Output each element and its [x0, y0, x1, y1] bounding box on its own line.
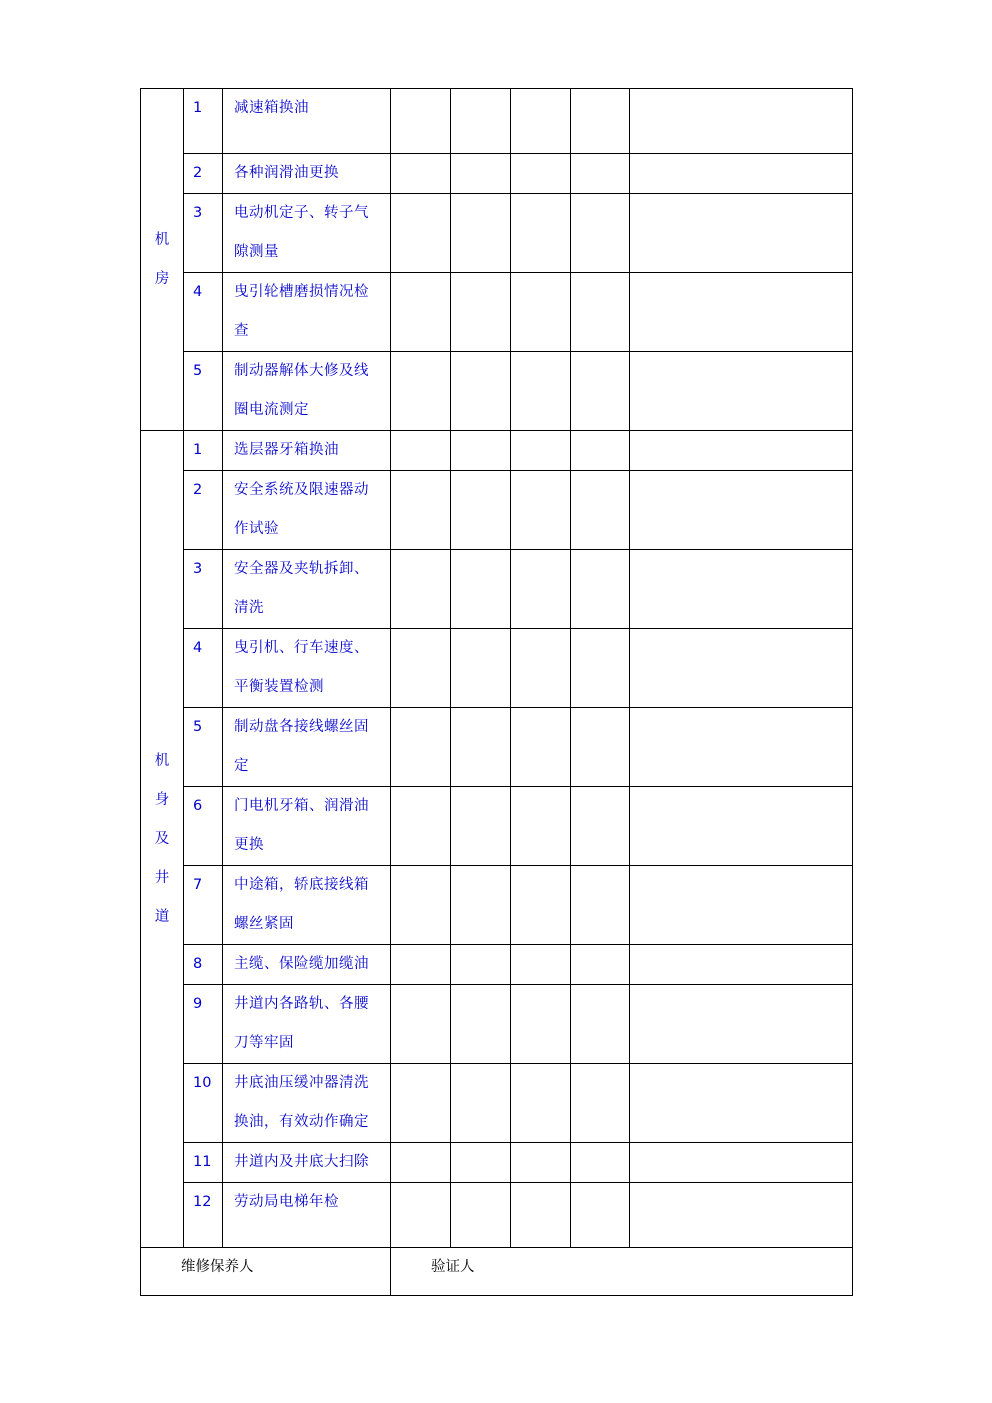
section-label — [141, 89, 184, 431]
blank-entry-cell[interactable] — [451, 1064, 511, 1143]
blank-entry-cell[interactable] — [451, 1143, 511, 1183]
blank-entry-cell[interactable] — [511, 273, 571, 352]
blank-entry-cell[interactable] — [451, 629, 511, 708]
blank-entry-cell[interactable] — [630, 550, 853, 629]
item-description: 井道内及井底大扫除 — [223, 1143, 391, 1183]
blank-entry-cell[interactable] — [630, 471, 853, 550]
blank-entry-cell[interactable] — [511, 431, 571, 471]
blank-entry-cell[interactable] — [391, 194, 451, 273]
blank-entry-cell[interactable] — [630, 1183, 853, 1248]
blank-entry-cell[interactable] — [511, 945, 571, 985]
item-description: 制动器解体大修及线圈电流测定 — [223, 352, 391, 431]
blank-entry-cell[interactable] — [511, 154, 571, 194]
item-description: 曳引轮槽磨损情况检查 — [223, 273, 391, 352]
table-row — [141, 708, 853, 787]
blank-entry-cell[interactable] — [630, 787, 853, 866]
blank-entry-cell[interactable] — [630, 89, 853, 154]
blank-entry-cell[interactable] — [511, 1143, 571, 1183]
table-row — [141, 431, 853, 471]
blank-entry-cell[interactable] — [630, 945, 853, 985]
table-body — [141, 89, 853, 1296]
blank-entry-cell[interactable] — [391, 1183, 451, 1248]
blank-entry-cell[interactable] — [571, 89, 630, 154]
blank-entry-cell[interactable] — [630, 629, 853, 708]
table-row — [141, 945, 853, 985]
section-label-text: 机身及井道 — [154, 752, 170, 925]
blank-entry-cell[interactable] — [391, 945, 451, 985]
table-row — [141, 352, 853, 431]
blank-entry-cell[interactable] — [391, 550, 451, 629]
blank-entry-cell[interactable] — [451, 787, 511, 866]
item-number: 6 — [184, 787, 223, 866]
blank-entry-cell[interactable] — [391, 471, 451, 550]
blank-entry-cell[interactable] — [391, 866, 451, 945]
blank-entry-cell[interactable] — [630, 1064, 853, 1143]
table-row — [141, 787, 853, 866]
table-row — [141, 1183, 853, 1248]
blank-entry-cell[interactable] — [451, 352, 511, 431]
item-number: 9 — [184, 985, 223, 1064]
table-row — [141, 154, 853, 194]
table-row — [141, 1143, 853, 1183]
blank-entry-cell[interactable] — [630, 708, 853, 787]
blank-entry-cell[interactable] — [451, 708, 511, 787]
blank-entry-cell[interactable] — [630, 866, 853, 945]
blank-entry-cell[interactable] — [511, 550, 571, 629]
blank-entry-cell[interactable] — [630, 1143, 853, 1183]
item-description: 劳动局电梯年检 — [223, 1183, 391, 1248]
blank-entry-cell[interactable] — [391, 1064, 451, 1143]
blank-entry-cell[interactable] — [451, 89, 511, 154]
maintainer-label: 维修保养人 — [181, 1259, 254, 1275]
blank-entry-cell[interactable] — [451, 471, 511, 550]
blank-entry-cell[interactable] — [511, 629, 571, 708]
blank-entry-cell[interactable] — [571, 273, 630, 352]
table-row — [141, 550, 853, 629]
blank-entry-cell[interactable] — [571, 550, 630, 629]
blank-entry-cell[interactable] — [451, 866, 511, 945]
blank-entry-cell[interactable] — [511, 471, 571, 550]
blank-entry-cell[interactable] — [571, 985, 630, 1064]
blank-entry-cell[interactable] — [391, 154, 451, 194]
blank-entry-cell[interactable] — [451, 985, 511, 1064]
table-row — [141, 89, 853, 154]
blank-entry-cell[interactable] — [391, 89, 451, 154]
blank-entry-cell[interactable] — [571, 352, 630, 431]
maintenance-table — [140, 88, 853, 1296]
verifier-signature-cell[interactable] — [391, 1248, 853, 1296]
table-row — [141, 273, 853, 352]
item-number: 3 — [184, 194, 223, 273]
blank-entry-cell[interactable] — [391, 985, 451, 1064]
blank-entry-cell[interactable] — [571, 945, 630, 985]
blank-entry-cell[interactable] — [451, 154, 511, 194]
table-row — [141, 1064, 853, 1143]
item-number: 4 — [184, 273, 223, 352]
blank-entry-cell[interactable] — [571, 1064, 630, 1143]
blank-entry-cell[interactable] — [571, 787, 630, 866]
item-description: 安全系统及限速器动作试验 — [223, 471, 391, 550]
table-row — [141, 471, 853, 550]
blank-entry-cell[interactable] — [391, 431, 451, 471]
section-label — [141, 431, 184, 1248]
blank-entry-cell[interactable] — [511, 89, 571, 154]
item-number: 11 — [184, 1143, 223, 1183]
item-description: 安全器及夹轨拆卸、清洗 — [223, 550, 391, 629]
item-number: 4 — [184, 629, 223, 708]
blank-entry-cell[interactable] — [511, 866, 571, 945]
blank-entry-cell[interactable] — [511, 787, 571, 866]
blank-entry-cell[interactable] — [511, 985, 571, 1064]
item-description: 减速箱换油 — [223, 89, 391, 154]
blank-entry-cell[interactable] — [571, 629, 630, 708]
verifier-label: 验证人 — [431, 1259, 475, 1275]
blank-entry-cell[interactable] — [451, 273, 511, 352]
maintainer-signature-cell[interactable] — [141, 1248, 391, 1296]
blank-entry-cell[interactable] — [451, 431, 511, 471]
blank-entry-cell[interactable] — [391, 629, 451, 708]
blank-entry-cell[interactable] — [571, 154, 630, 194]
blank-entry-cell[interactable] — [391, 352, 451, 431]
blank-entry-cell[interactable] — [630, 352, 853, 431]
blank-entry-cell[interactable] — [571, 194, 630, 273]
blank-entry-cell[interactable] — [630, 154, 853, 194]
item-number: 12 — [184, 1183, 223, 1248]
item-number: 5 — [184, 708, 223, 787]
item-description: 曳引机、行车速度、平衡装置检测 — [223, 629, 391, 708]
item-description: 中途箱，轿底接线箱螺丝紧固 — [223, 866, 391, 945]
item-description: 门电机牙箱、润滑油更换 — [223, 787, 391, 866]
blank-entry-cell[interactable] — [630, 985, 853, 1064]
blank-entry-cell[interactable] — [571, 1183, 630, 1248]
blank-entry-cell[interactable] — [571, 708, 630, 787]
blank-entry-cell[interactable] — [391, 273, 451, 352]
section-label-text: 机房 — [154, 231, 170, 287]
blank-entry-cell[interactable] — [451, 194, 511, 273]
item-description: 主缆、保险缆加缆油 — [223, 945, 391, 985]
item-number: 1 — [184, 431, 223, 471]
item-description: 电动机定子、转子气隙测量 — [223, 194, 391, 273]
blank-entry-cell[interactable] — [451, 1183, 511, 1248]
signature-row — [141, 1248, 853, 1296]
blank-entry-cell[interactable] — [511, 194, 571, 273]
blank-entry-cell[interactable] — [630, 194, 853, 273]
blank-entry-cell[interactable] — [630, 431, 853, 471]
item-number: 7 — [184, 866, 223, 945]
blank-entry-cell[interactable] — [511, 1183, 571, 1248]
item-description: 选层器牙箱换油 — [223, 431, 391, 471]
blank-entry-cell[interactable] — [571, 431, 630, 471]
item-description: 制动盘各接线螺丝固定 — [223, 708, 391, 787]
item-number: 1 — [184, 89, 223, 154]
blank-entry-cell[interactable] — [451, 550, 511, 629]
blank-entry-cell[interactable] — [630, 273, 853, 352]
table-row — [141, 866, 853, 945]
blank-entry-cell[interactable] — [571, 866, 630, 945]
table-row — [141, 194, 853, 273]
table-row — [141, 629, 853, 708]
blank-entry-cell[interactable] — [391, 1143, 451, 1183]
item-number: 3 — [184, 550, 223, 629]
blank-entry-cell[interactable] — [571, 471, 630, 550]
item-number: 2 — [184, 471, 223, 550]
blank-entry-cell[interactable] — [451, 945, 511, 985]
blank-entry-cell[interactable] — [571, 1143, 630, 1183]
blank-entry-cell[interactable] — [511, 1064, 571, 1143]
item-description: 井底油压缓冲器清洗换油，有效动作确定 — [223, 1064, 391, 1143]
item-description: 各种润滑油更换 — [223, 154, 391, 194]
item-description: 井道内各路轨、各腰刀等牢固 — [223, 985, 391, 1064]
table-row — [141, 985, 853, 1064]
blank-entry-cell[interactable] — [511, 708, 571, 787]
blank-entry-cell[interactable] — [391, 708, 451, 787]
blank-entry-cell[interactable] — [511, 352, 571, 431]
item-number: 10 — [184, 1064, 223, 1143]
item-number: 8 — [184, 945, 223, 985]
blank-entry-cell[interactable] — [391, 787, 451, 866]
item-number: 2 — [184, 154, 223, 194]
item-number: 5 — [184, 352, 223, 431]
